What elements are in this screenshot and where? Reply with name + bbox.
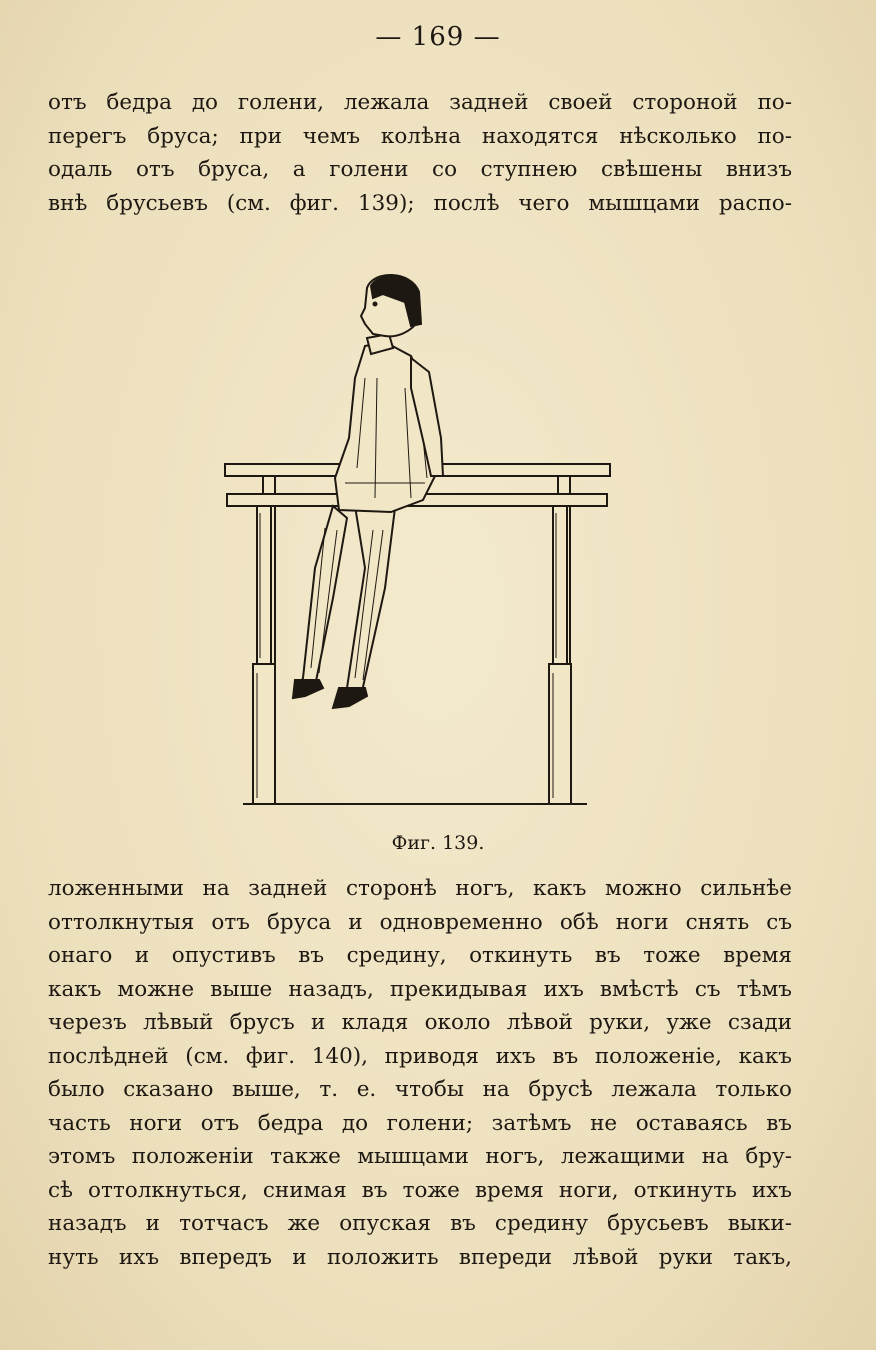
gymnast-figure xyxy=(293,275,443,708)
figure-caption: Фиг. 139. xyxy=(391,832,485,854)
figure-139 xyxy=(215,268,615,813)
text-line: перегъ бруса; при чемъ колѣна находятся нѣсколько по- xyxy=(48,123,792,149)
front-post-left-lower xyxy=(253,664,275,804)
text-line: внѣ брусьевъ (см. фиг. 139); послѣ чего мышцами распо- xyxy=(48,190,792,216)
text-line: оттолкнутыя отъ бруса и одновременно обѣ ноги снять съ xyxy=(48,909,792,935)
paragraph-top xyxy=(48,86,792,220)
text-line: назадъ и тотчасъ же опуская въ средину брусьевъ выки- xyxy=(48,1211,792,1236)
gymnast-shoe-left xyxy=(293,680,323,698)
front-post-right-upper xyxy=(553,506,567,664)
text-line: часть ноги отъ бедра до голени; затѣмъ не оставаясь въ xyxy=(48,1110,792,1136)
text-line: послѣдней (см. фиг. 140), приводя ихъ въ положеніе, какъ xyxy=(48,1043,792,1069)
text-line: нуть ихъ впередъ и положить впереди лѣвой руки такъ, xyxy=(48,1244,792,1270)
gymnast-legs xyxy=(299,506,347,686)
text-line: одаль отъ бруса, а голени со ступнею свѣшены внизъ xyxy=(48,157,792,182)
text-line: этомъ положеніи также мышцами ногъ, лежащими на бру- xyxy=(48,1144,792,1169)
text-line: отъ бедра до голени, лежала задней своей стороной по- xyxy=(48,90,792,115)
text-line: ложенными на задней сторонѣ ногъ, какъ можно сильнѣе xyxy=(48,876,792,901)
page-number: — 169 — xyxy=(375,22,501,52)
text-line: было сказано выше, т. е. чтобы на брусѣ лежала только xyxy=(48,1077,792,1102)
text-line: сѣ оттолкнуться, снимая въ тоже время ноги, откинуть ихъ xyxy=(48,1177,792,1203)
gymnast-shoe-right xyxy=(333,688,367,708)
paragraph-bottom xyxy=(48,872,792,1274)
text-line: онаго и опустивъ въ средину, откинуть въ тоже время xyxy=(48,943,792,968)
front-post-right-lower xyxy=(549,664,571,804)
front-post-left-upper xyxy=(257,506,271,664)
text-line: черезъ лѣвый брусъ и кладя около лѣвой руки, уже сзади xyxy=(48,1010,792,1035)
text-line: какъ можне выше назадъ, прекидывая ихъ вмѣстѣ съ тѣмъ xyxy=(48,976,792,1002)
figure-illustration xyxy=(215,268,615,813)
